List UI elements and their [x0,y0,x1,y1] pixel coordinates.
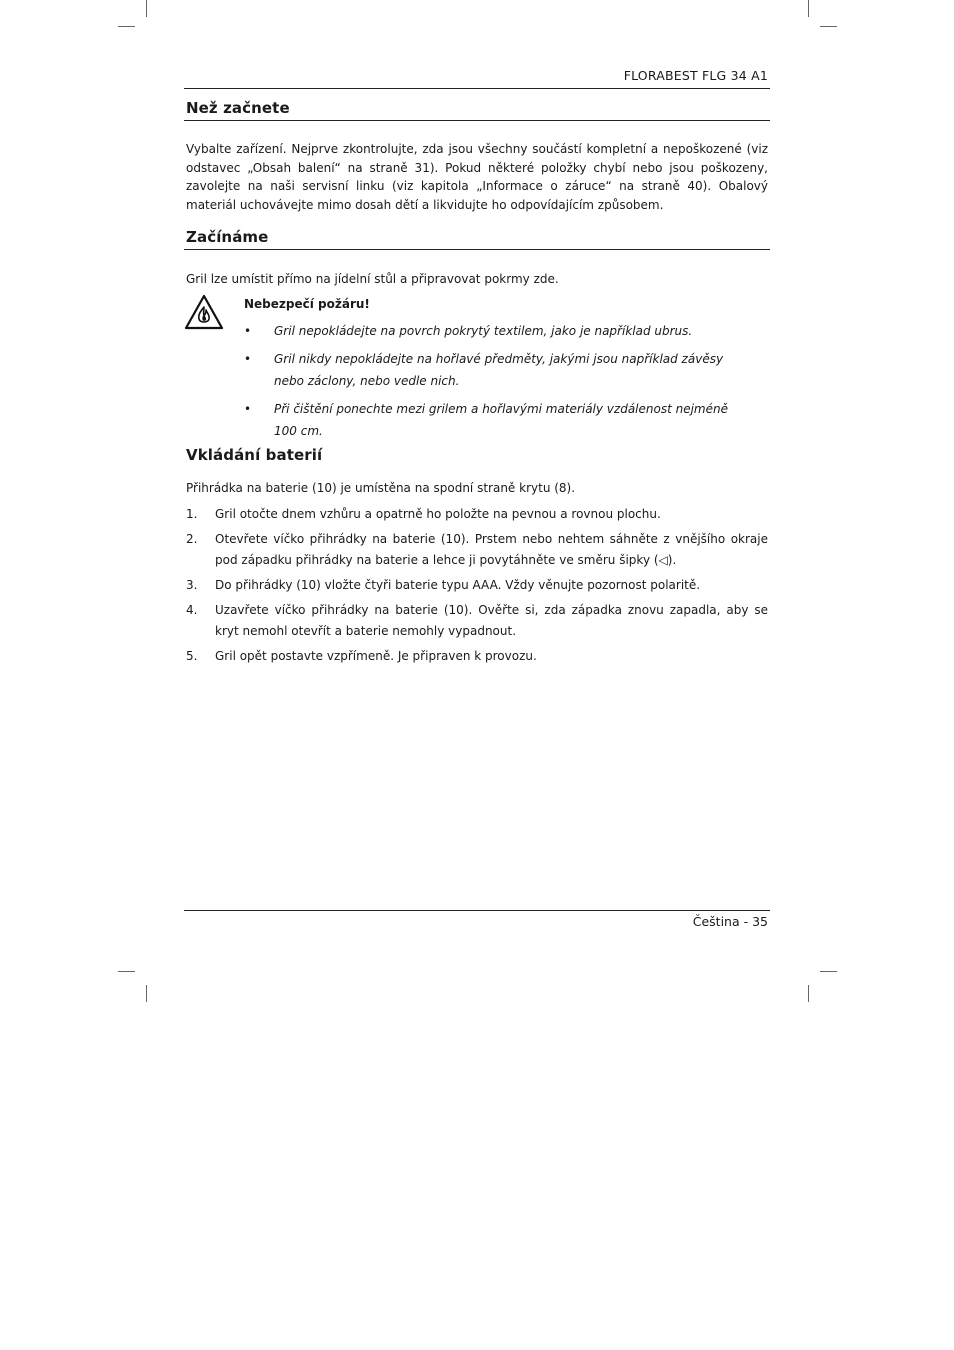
step-text: Gril opět postavte vzpřímeně. Je připraven k provozu. [215,649,537,663]
list-item [186,504,768,525]
heading-underline [184,249,770,250]
section-heading-battery-insertion: Vkládání baterií [186,446,323,464]
step-number: 4. [186,603,198,617]
section-heading-getting-started: Začínáme [186,228,269,246]
warning-title: Nebezpečí požáru! [244,297,370,311]
crop-mark [820,971,837,972]
section-paragraph: Vybalte zařízení. Nejprve zkontrolujte, zda jsou všechny součástí kompletní a nepoškozené (viz odstavec „Obsah balení“ na straně 31). Pokud některé položky chybí nebo jsou poškozeny, zavolejte na naši servisní linku (viz kapitola „Informace o záruce“ na straně 40). Obalový materiál uchovávejte mimo dosah dětí a likvidujte ho odpovídajícím způsobem. [186,142,768,212]
step-number: 5. [186,649,198,663]
crop-mark [118,26,135,27]
warning-list [244,320,754,448]
footer-rule [184,910,770,911]
step-text: Uzavřete víčko přihrádky na baterie (10). Ověřte si, zda západka znovu zapadla, aby se kryt nemohl otevřít a baterie nemohly vypadnout. [215,603,768,638]
crop-mark [146,985,147,1002]
heading-underline [184,120,770,121]
crop-mark [146,0,147,17]
crop-mark [808,0,809,17]
header-rule [184,88,770,89]
step-number: 1. [186,507,198,521]
list-item [186,600,768,642]
step-text: Gril otočte dnem vzhůru a opatrně ho položte na pevnou a rovnou plochu. [215,507,661,521]
list-item [186,646,768,667]
step-text: Otevřete víčko přihrádky na baterie (10). Prstem nebo nehtem sáhněte z vnějšího okraje pod západku přihrádky na baterie a lehce ji povytáhněte ve směru šipky (◁). [215,532,768,567]
section-paragraph: Gril lze umístit přímo na jídelní stůl a připravovat pokrmy zde. [186,272,559,286]
step-text: Do přihrádky (10) vložte čtyři baterie typu AAA. Vždy věnujte pozornost polaritě. [215,578,701,592]
section-paragraph: Přihrádka na baterie (10) je umístěna na spodní straně krytu (8). [186,481,576,495]
step-number: 3. [186,578,198,592]
crop-mark [820,26,837,27]
page-number: Čeština - 35 [692,914,768,929]
steps-list [186,504,768,671]
fire-hazard-icon [184,294,224,330]
step-number: 2. [186,532,198,546]
list-item: • Gril nikdy nepokládejte na hořlavé předměty, jakými jsou například závěsy nebo záclony, nebo vedle nich. [244,348,754,392]
list-item: • Při čištění ponechte mezi grilem a hořlavými materiály vzdálenost nejméně 100 cm. [244,398,754,442]
crop-mark [808,985,809,1002]
running-header: FLORABEST FLG 34 A1 [623,68,768,83]
list-item [186,529,768,571]
list-item: • Gril nepokládejte na povrch pokrytý textilem, jako je například ubrus. [244,320,754,342]
section-heading-before-start: Než začnete [186,99,290,117]
crop-mark [118,971,135,972]
list-item [186,575,768,596]
